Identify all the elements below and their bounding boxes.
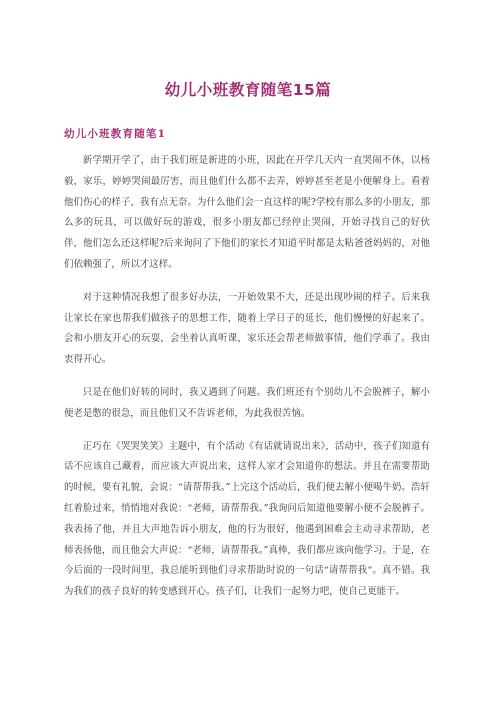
document-title: 幼儿小班教育随笔15篇 [164,81,332,99]
body-paragraph: 正巧在《哭哭笑笑》主题中，有个活动《有话就请说出来》，活动中，孩子们知道有话不应该自己藏着，而应该大声说出来，这样人家才会知道你的想法。并且在需要帮助的时候，要有礼貌，会说：“请帮帮我。”上完这个活动后，我们便去解小便喝牛奶。浩轩红着脸过来，悄悄地对我说：“老师，请帮帮我。”我询问后知道他要解小便不会脱裤子。我表扬了他，并且大声地告诉小朋友，他的行为很好，他遇到困难会主动寻求帮助，老师表扬他，而且他会大声说：“老师，请帮帮我。”真棒，我们都应该向他学习。于是，在今后面的一段时间里，我总能听到他们寻求帮助时说的一句话“请帮帮我“。真不错。我为我们的孩子良好的转变感到开心。孩子们，让我们一起努力吧，使自己更能干。 [64,440,430,598]
body-paragraph: 新学期开学了，由于我们班是新进的小班，因此在开学几天内一直哭闹不休，以杨毅，家乐，婷婷哭闹最厉害，而且他们什么都不去弄，婷婷甚至老是小便解身上。看着他们伤心的样子，我有点无奈。为什么他们会一直这样的呢?学校有那么多的小朋友，那么多的玩具，可以做好玩的游戏，很多小朋友都已经停止哭闹，开始寻找自己的好伙伴，他们怎么还这样呢?后来询问了下他们的家长才知道平时都是太粘爸爸妈妈的，对他们依赖强了，所以才这样。 [64,155,430,270]
section-heading: 幼儿小班教育随笔1 [64,128,167,140]
body-paragraph: 对于这种情况我想了很多好办法，一开始效果不大，还是出现吵闹的样子。后来我让家长在家也帮我们做孩子的思想工作，随着上学日子的延长，他们慢慢的好起来了。会和小朋友开心的玩耍，会坐着认真听课，家乐还会帮老师做事情，他们学乖了。我由衷得开心。 [64,291,430,366]
body-paragraph: 只是在他们好转的同时，我又遇到了问题。我们班还有个别幼儿不会脱裤子，解小便老是憋的很急，而且他们又不告诉老师，为此我很苦恼。 [64,386,430,419]
document-body [64,151,430,615]
